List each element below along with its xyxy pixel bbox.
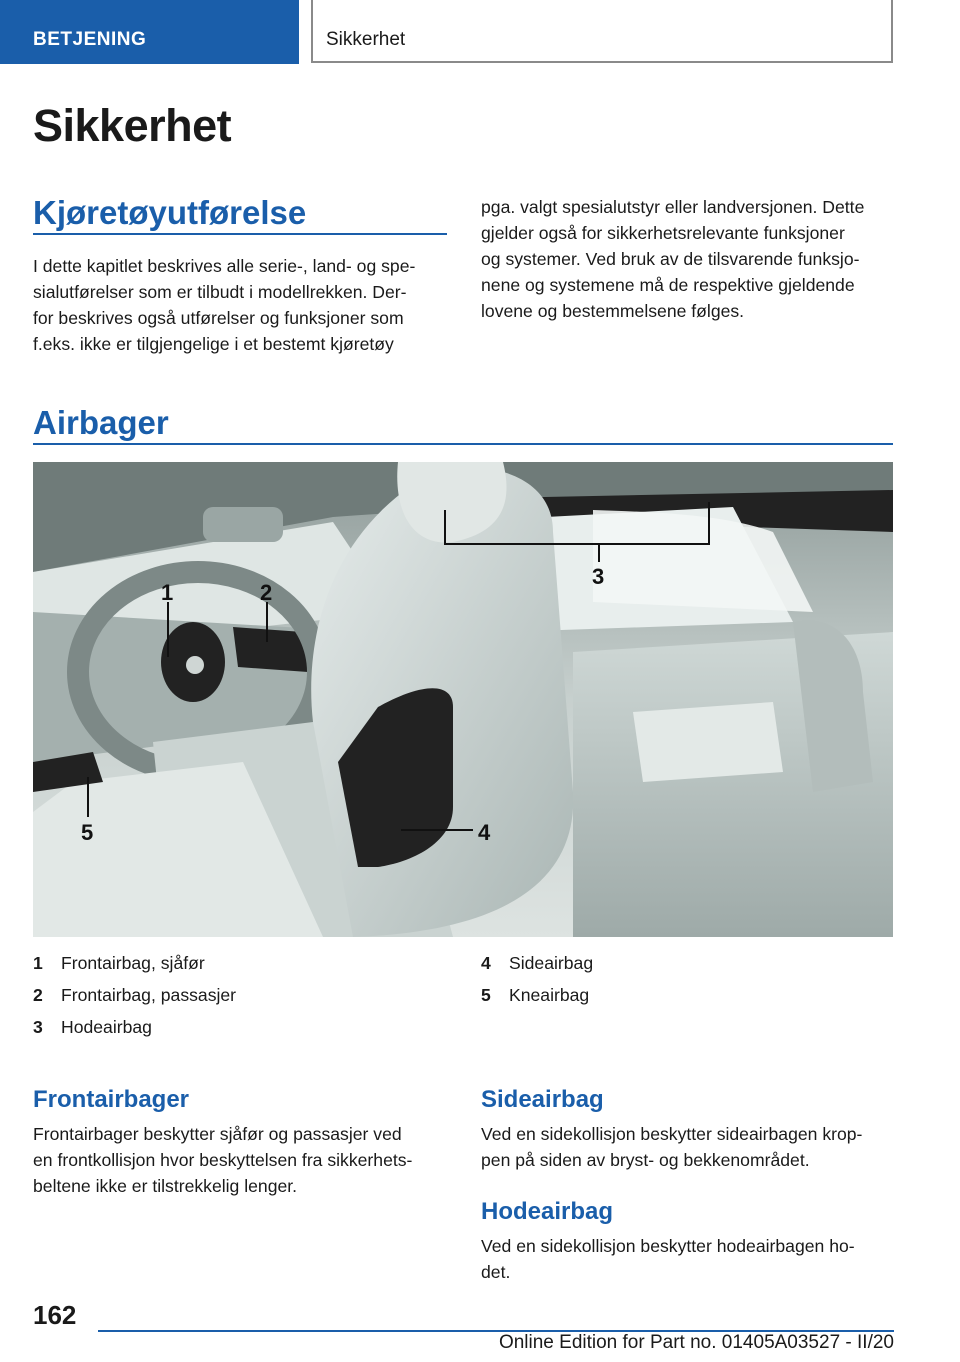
frontairbags-text — [33, 1121, 463, 1199]
legend-item — [481, 947, 593, 979]
legend-num: 4 — [481, 953, 491, 973]
header-topic-box — [311, 0, 893, 63]
text-line: pen på siden av bryst- og bekkenområdet. — [481, 1150, 810, 1170]
legend-num: 1 — [33, 953, 43, 973]
hodeairbag-heading: Hodeairbag — [481, 1198, 614, 1225]
text-line: det. — [481, 1262, 511, 1282]
sideairbag-text — [481, 1121, 911, 1173]
text-line: beltene ikke er tilstrekkelig lenger. — [33, 1176, 298, 1196]
legend-num: 5 — [481, 985, 491, 1005]
legend-label: Kneairbag — [509, 985, 590, 1005]
header-topic-label: Sikkerhet — [326, 29, 406, 50]
airbags-section-heading: Airbager — [33, 404, 169, 441]
vehicle-text-col1 — [33, 253, 453, 357]
frontairbags-heading: Frontairbager — [33, 1086, 190, 1113]
legend-label: Hodeairbag — [61, 1017, 152, 1037]
legend-label: Sideairbag — [509, 953, 594, 973]
text-line: nene og systemene må de respektive gjeldende — [481, 275, 855, 295]
sideairbag-heading: Sideairbag — [481, 1086, 604, 1113]
callout-5: 5 — [81, 820, 94, 845]
text-line: lovene og bestemmelsene følges. — [481, 301, 745, 321]
legend-item — [33, 1011, 236, 1043]
hodeairbag-text — [481, 1233, 911, 1285]
vehicle-section-heading: Kjøretøyutførelse — [33, 194, 307, 231]
airbags-section-rule — [33, 443, 893, 445]
header-section-tab — [0, 0, 299, 64]
text-line: f.eks. ikke er tilgjengelige i et bestemt kjøretøy — [33, 334, 394, 354]
text-line: gjelder også for sikkerhetsrelevante funksjoner — [481, 223, 845, 243]
vehicle-section-rule — [33, 233, 447, 235]
text-line: Ved en sidekollisjon beskytter hodeairbagen ho- — [481, 1236, 855, 1256]
legend-num: 2 — [33, 985, 43, 1005]
header-section-label: BETJENING — [33, 29, 147, 50]
text-line: for beskrives også utførelser og funksjoner som — [33, 308, 404, 328]
page-title: Sikkerhet — [33, 100, 232, 151]
callout-4: 4 — [478, 820, 491, 845]
page-number: 162 — [33, 1300, 77, 1330]
callout-3: 3 — [592, 564, 605, 589]
text-line: sialutførelser som er tilbudt i modellrekken. Der- — [33, 282, 407, 302]
legend-col1 — [33, 947, 236, 1043]
legend-label: Frontairbag, sjåfør — [61, 953, 205, 973]
text-line: en frontkollisjon hvor beskyttelsen fra sikkerhets- — [33, 1150, 413, 1170]
legend-label: Frontairbag, passasjer — [61, 985, 237, 1005]
text-line: Frontairbager beskytter sjåfør og passasjer ved — [33, 1124, 402, 1144]
footer-edition: Online Edition for Part no. 01405A03527 - II/20 — [498, 1332, 894, 1353]
text-line: I dette kapitlet beskrives alle serie-, land- og spe- — [33, 256, 416, 276]
vehicle-text-col2 — [481, 194, 901, 324]
callout-2: 2 — [260, 580, 273, 605]
airbag-location-illustration — [33, 462, 893, 937]
text-line: pga. valgt spesialutstyr eller landversjonen. Dette — [481, 197, 865, 217]
legend-item — [33, 947, 236, 979]
legend-item — [33, 979, 236, 1011]
legend-num: 3 — [33, 1017, 43, 1037]
text-line: Ved en sidekollisjon beskytter sideairbagen krop- — [481, 1124, 863, 1144]
legend-item — [481, 979, 593, 1011]
callout-1: 1 — [161, 580, 174, 605]
legend-col2 — [481, 947, 593, 1011]
text-line: og systemer. Ved bruk av de tilsvarende funksjo- — [481, 249, 860, 269]
